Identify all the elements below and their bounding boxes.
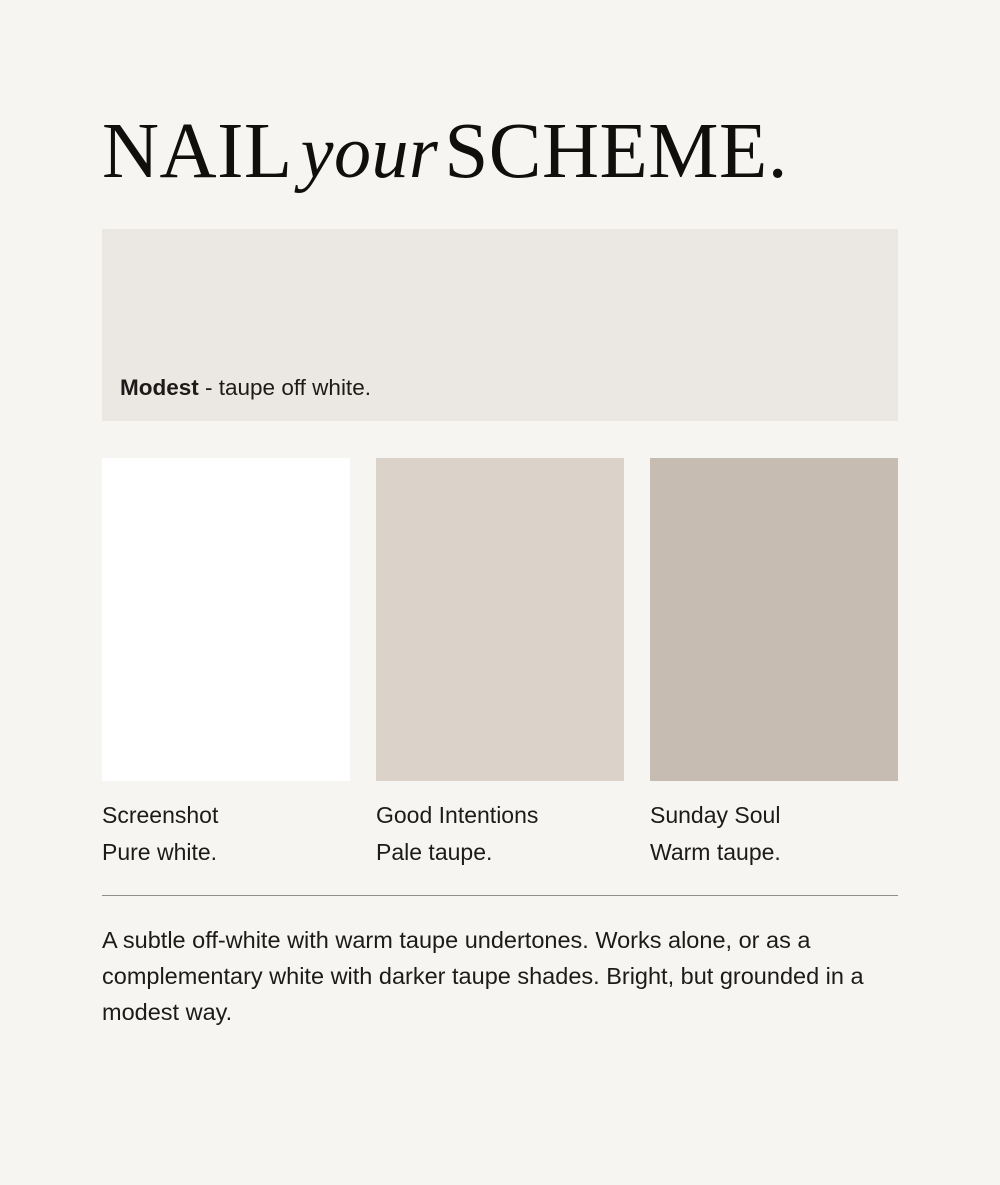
description-paragraph: A subtle off-white with warm taupe undertones. Works alone, or as a complementary white with darker taupe shades. Bright, but grounded in a modest way. xyxy=(102,926,864,1025)
main-swatch-caption xyxy=(120,374,371,401)
headline-part-2: SCHEME. xyxy=(444,108,789,195)
main-swatch-name: Modest xyxy=(120,375,199,400)
swatch-chip xyxy=(102,458,350,781)
headline-part-1: NAIL xyxy=(102,108,293,195)
swatch-description: Pale taupe. xyxy=(376,838,493,865)
swatch-chip xyxy=(650,458,898,781)
swatch-description: Warm taupe. xyxy=(650,838,781,865)
main-swatch-description: - taupe off white. xyxy=(205,375,371,400)
swatch-name: Sunday Soul xyxy=(650,802,781,828)
swatch-card-screenshot xyxy=(102,458,350,867)
swatch-name: Screenshot xyxy=(102,802,219,828)
swatch-list xyxy=(102,458,898,867)
swatch-description: Pure white. xyxy=(102,838,218,865)
main-color-swatch xyxy=(102,229,898,421)
swatch-chip xyxy=(376,458,624,781)
swatch-card-good-intentions xyxy=(376,458,624,867)
headline-italic-word: your xyxy=(300,112,439,194)
swatch-name: Good Intentions xyxy=(376,802,539,828)
divider xyxy=(102,895,898,896)
swatch-card-sunday-soul xyxy=(650,458,898,867)
page-title xyxy=(102,0,898,195)
